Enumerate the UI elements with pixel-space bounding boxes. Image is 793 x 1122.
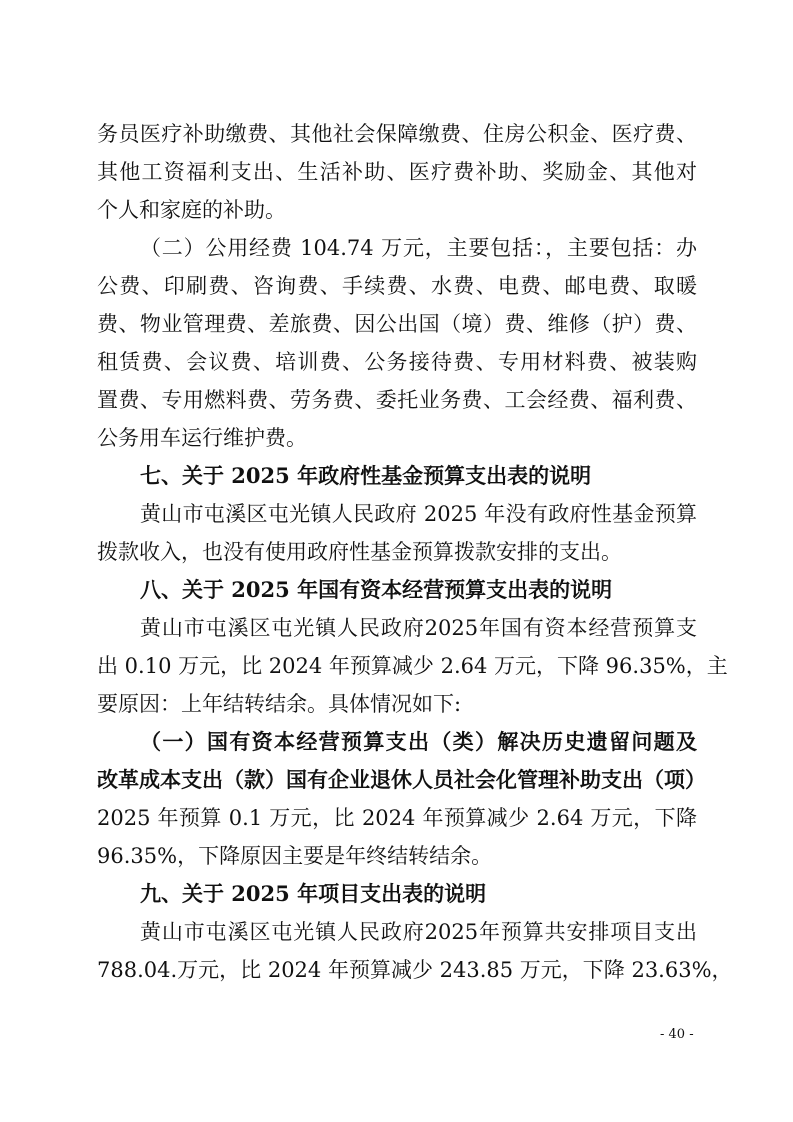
body-text-line: 黄山市屯溪区屯光镇人民政府2025年预算共安排项目支出 [140,920,697,944]
page-number: - 40 - [660,1027,694,1042]
body-text-line: 费、物业管理费、差旅费、因公出国（境）费、维修（护）费、 [97,312,697,336]
body-text-line: 黄山市屯溪区屯光镇人民政府2025年国有资本经营预算支 [140,616,697,640]
subsection-heading-line: 改革成本支出（款）国有企业退休人员社会化管理补助支出（项） [97,767,706,792]
body-text-line: 租赁费、会议费、培训费、公务接待费、专用材料费、被装购 [97,350,697,374]
body-text-line: 拨款收入，也没有使用政府性基金预算拨款安排的支出。 [97,540,622,564]
section-heading-8: 八、关于 2025 年国有资本经营预算支出表的说明 [140,577,613,602]
body-text-line: 2025 年预算 0.1 万元，比 2024 年预算减少 2.64 万元，下降 [97,806,697,830]
body-text-line: 务员医疗补助缴费、其他社会保障缴费、住房公积金、医疗费、 [97,122,697,146]
paragraph-public-expense-start: （二）公用经费 104.74 万元，主要包括：，主要包括：办 [140,236,697,260]
body-text-line: 置费、专用燃料费、劳务费、委托业务费、工会经费、福利费、 [97,388,697,412]
body-text-line: 其他工资福利支出、生活补助、医疗费补助、奖励金、其他对 [97,160,697,184]
body-text-line: 公务用车运行维护费。 [97,426,307,450]
body-text-line: 要原因：上年结转结余。具体情况如下: [97,692,462,716]
body-text-line: 出 0.10 万元，比 2024 年预算减少 2.64 万元，下降 96.35%，主 [97,654,728,678]
body-text-line: 公费、印刷费、咨询费、手续费、水费、电费、邮电费、取暖 [97,274,697,298]
body-text-line: 个人和家庭的补助。 [97,198,286,222]
body-text-line: 788.04.万元，比 2024 年预算减少 243.85 万元，下降 23.63%， [97,958,733,982]
body-text-line: 黄山市屯溪区屯光镇人民政府 2025 年没有政府性基金预算 [140,502,697,526]
body-text-line: 96.35%，下降原因主要是年终结转结余。 [97,844,493,868]
subsection-heading-line: （一）国有资本经营预算支出（类）解决历史遗留问题及 [140,729,697,754]
section-heading-9: 九、关于 2025 年项目支出表的说明 [140,881,487,906]
section-heading-7: 七、关于 2025 年政府性基金预算支出表的说明 [140,463,592,488]
